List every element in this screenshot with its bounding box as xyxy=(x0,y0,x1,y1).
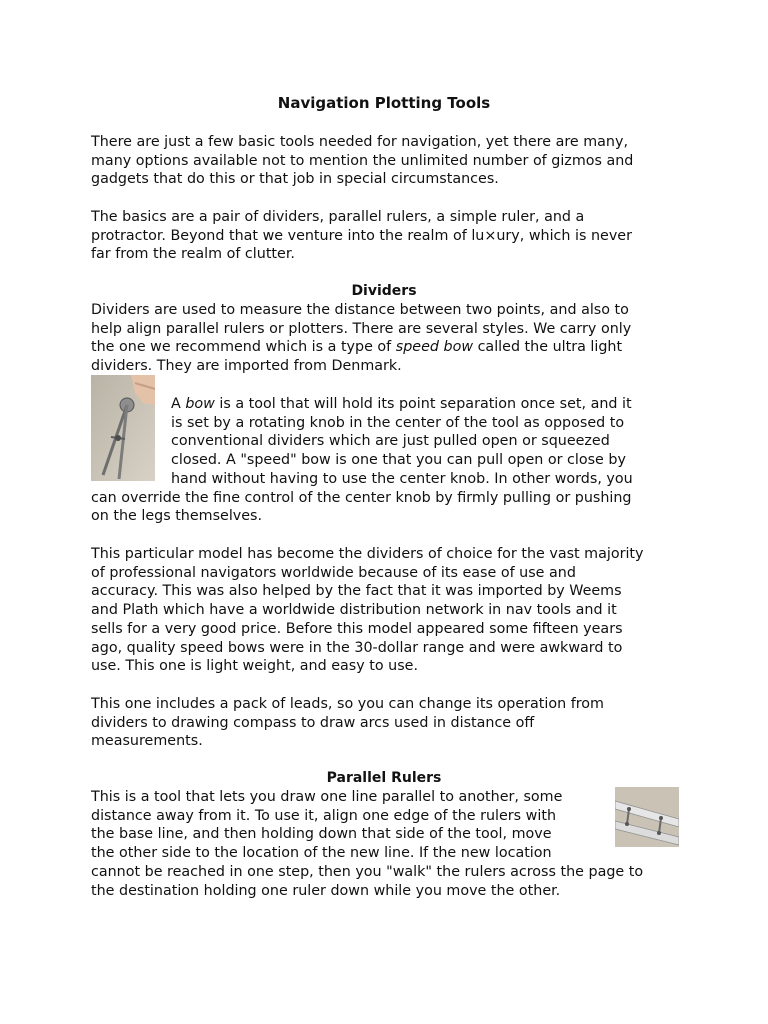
text-line: measurements. xyxy=(91,733,203,750)
text-line: far from the realm of clutter. xyxy=(91,246,295,263)
text-fragment: is a tool that will hold its point separation once set, and it xyxy=(214,396,632,412)
text-line: cannot be reached in one step, then you "walk" the rulers across the page to xyxy=(91,863,644,880)
text-line: use. This one is light weight, and easy to use. xyxy=(91,658,418,675)
text-line: and Plath which have a worldwide distribution network in nav tools and it xyxy=(91,602,617,619)
text-line: dividers. They are imported from Denmark. xyxy=(91,358,402,375)
page-title: Navigation Plotting Tools xyxy=(277,94,491,112)
text-line: dividers to drawing compass to draw arcs used in distance off xyxy=(91,714,535,731)
text-line xyxy=(91,338,677,357)
emphasis-speed-bow: speed bow xyxy=(395,339,474,356)
text-line: The basics are a pair of dividers, parallel rulers, a simple ruler, and a xyxy=(91,209,585,225)
dividers-paragraph-1 xyxy=(91,301,677,376)
text-fragment: A xyxy=(171,396,186,412)
text-line: distance away from it. To use it, align one edge of the rulers with xyxy=(91,807,557,824)
text-line: This is a tool that lets you draw one line parallel to another, some xyxy=(91,789,563,805)
dividers-heading: Dividers xyxy=(351,283,417,299)
text-line: hand without having to use the center knob. In other words, you xyxy=(171,470,633,487)
text-line: gadgets that do this or that job in special circumstances. xyxy=(91,171,499,188)
text-line: sells for a very good price. Before this model appeared some fifteen years xyxy=(91,620,623,637)
text-line: closed. A "speed" bow is one that you can pull open or close by xyxy=(171,452,626,469)
text-fragment: the one we recommend which is a type of xyxy=(91,339,396,356)
dividers-paragraph-4 xyxy=(91,695,677,751)
text-fragment: called the ultra light xyxy=(473,339,623,356)
parallel-rulers-paragraph xyxy=(91,788,677,900)
parallel-rulers-heading: Parallel Rulers xyxy=(326,770,442,786)
text-line: This particular model has become the dividers of choice for the vast majority xyxy=(91,546,644,562)
intro-paragraph-1 xyxy=(91,133,677,189)
text-line: There are just a few basic tools needed for navigation, yet there are many, xyxy=(91,134,628,150)
dividers-paragraph-3 xyxy=(91,545,677,676)
text-line: the other side to the location of the new line. If the new location xyxy=(91,845,552,862)
text-line: can override the fine control of the center knob by firmly pulling or pushing xyxy=(91,489,632,506)
text-line: accuracy. This was also helped by the fact that it was imported by Weems xyxy=(91,583,622,600)
text-line: protractor. Beyond that we venture into the realm of lu×ury, which is never xyxy=(91,227,632,244)
text-line: many options available not to mention the unlimited number of gizmos and xyxy=(91,152,634,169)
intro-paragraph-2 xyxy=(91,208,677,264)
text-line: is set by a rotating knob in the center of the tool as opposed to xyxy=(171,414,625,431)
text-line: help align parallel rulers or plotters. There are several styles. We carry only xyxy=(91,320,632,337)
text-line: the base line, and then holding down that side of the tool, move xyxy=(91,826,552,843)
text-line: conventional dividers which are just pulled open or squeezed xyxy=(171,433,610,450)
text-line: This one includes a pack of leads, so you can change its operation from xyxy=(91,696,604,712)
emphasis-bow: bow xyxy=(185,396,215,412)
text-line: Dividers are used to measure the distance between two points, and also to xyxy=(91,302,629,318)
text-line: of professional navigators worldwide because of its ease of use and xyxy=(91,564,576,581)
text-line: the destination holding one ruler down while you move the other. xyxy=(91,882,561,899)
text-line: ago, quality speed bows were in the 30-dollar range and were awkward to xyxy=(91,639,623,656)
text-line xyxy=(91,395,677,414)
dividers-paragraph-2 xyxy=(91,395,677,526)
text-line: on the legs themselves. xyxy=(91,508,263,525)
